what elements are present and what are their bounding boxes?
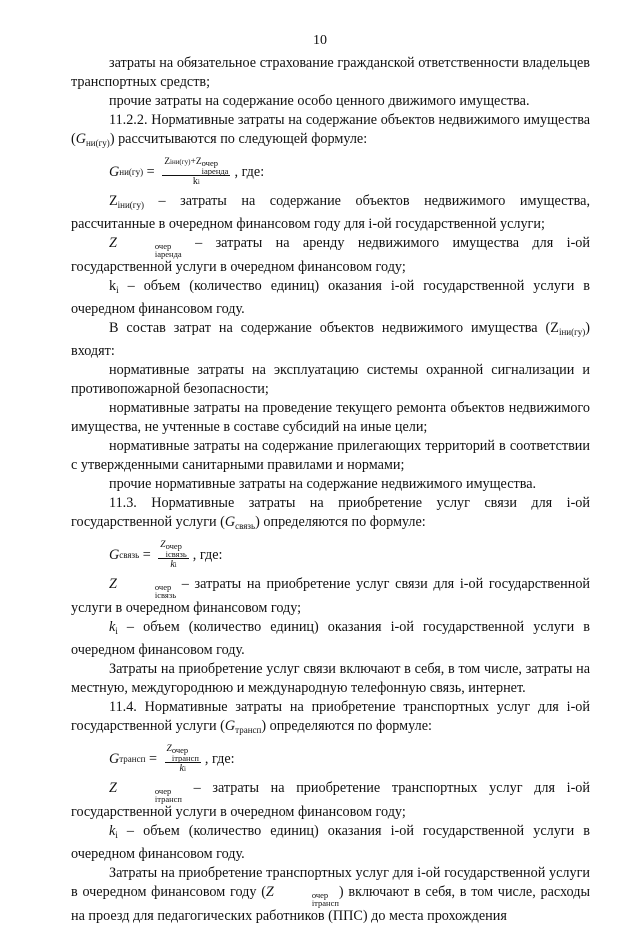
section-11-2-2-intro: 11.2.2. Нормативные затраты на содержание объектов недвижимого имущества $(G_{ни(гу)})$ рассчитываются по следующей формуле: [71, 112, 590, 148]
document-body [71, 54, 590, 926]
formula-transport: G трансп = Z очер iтрансп ki , где: [109, 744, 235, 774]
paragraph-movable-property: прочие затраты на содержание особо ценного движимого имущества. [109, 93, 530, 109]
section-11-4-intro: 11.4. Нормативные затраты на приобретение транспортных услуг для i-ой государственной услуги $(G_{трансп})$ определяются по формуле: [71, 699, 590, 735]
definition-k: $k_i$ – объем (количество единиц) оказания i-ой государственной услуги в очередном финансовом году. [71, 619, 590, 658]
section-11-3-intro: 11.3. Нормативные затраты на приобретение услуг связи для i-ой государственной услуги $(G_{связь})$ определяются по формуле: [71, 495, 590, 531]
formula-fraction: Z очер iсвязь ki [160, 540, 187, 570]
definition-z-real-estate: $Z_{iни(гу)}$ – затраты на содержание объектов недвижимого имущества, рассчитанные в очередном финансовом году для i-ой государственной услуги; [71, 193, 590, 232]
formula-fraction: Ziни(гу)+Z очер iаренда ki [164, 157, 229, 187]
list-item: нормативные затраты на проведение текущего ремонта объектов недвижимого имущества, не учтенные в составе субсидий на иные цели; [71, 400, 590, 435]
definition-k: $k_i$ – объем (количество единиц) оказания i-ой государственной услуги в очередном финансовом году. [71, 823, 590, 862]
formula-fraction: Z очер iтрансп ki [166, 744, 199, 774]
page-number: 10 [313, 33, 327, 48]
formula-communication: G связь = Z очер iсвязь ki , где: [109, 540, 223, 570]
paragraph-insurance: затраты на обязательное страхование гражданской ответственности владельцев транспортных средств; [71, 55, 590, 90]
composition-intro: В состав затрат на содержание объектов недвижимого имущества $(Z_{iни(гу)})$ входят: [71, 320, 590, 359]
list-item: прочие нормативные затраты на содержание недвижимого имущества. [109, 476, 537, 492]
communication-note: Затраты на приобретение услуг связи включают в себя, в том числе, затраты на местную, междугороднюю и международную телефонную связь, интернет. [71, 661, 590, 696]
definition-z-transport: Z очер iтрансп – затраты на приобретение транспортных услуг для i-ой государственной услуги в очередном финансовом году; [71, 780, 590, 820]
definition-k: $k_i$ – объем (количество единиц) оказания i-ой государственной услуги в очередном финансовом году. [71, 278, 590, 317]
list-item: нормативные затраты на эксплуатацию системы охранной сигнализации и противопожарной безопасности; [71, 362, 590, 397]
transport-costs-paragraph: Затраты на приобретение транспортных услуг для i-ой государственной услуги в очередном финансовом году (Z очер iтрансп ) включают в себя, в том числе, расходы на проезд для педагогических работников (ППС) до места прохождения [71, 865, 590, 924]
list-item: нормативные затраты на содержание прилегающих территорий в соответствии с утвержденными санитарными правилами и нормами; [71, 438, 590, 473]
formula-real-estate: G ни(гу) = Ziни(гу)+Z очер iаренда ki , где: [109, 157, 265, 187]
definition-z-communication: Z очер iсвязь – затраты на приобретение услуг связи для i-ой государственной услуги в очередном финансовом году; [71, 576, 590, 616]
definition-z-rent: Z очер iаренда – затраты на аренду недвижимого имущества для i-ой государственной услуги в очередном финансовом году; [71, 235, 590, 275]
